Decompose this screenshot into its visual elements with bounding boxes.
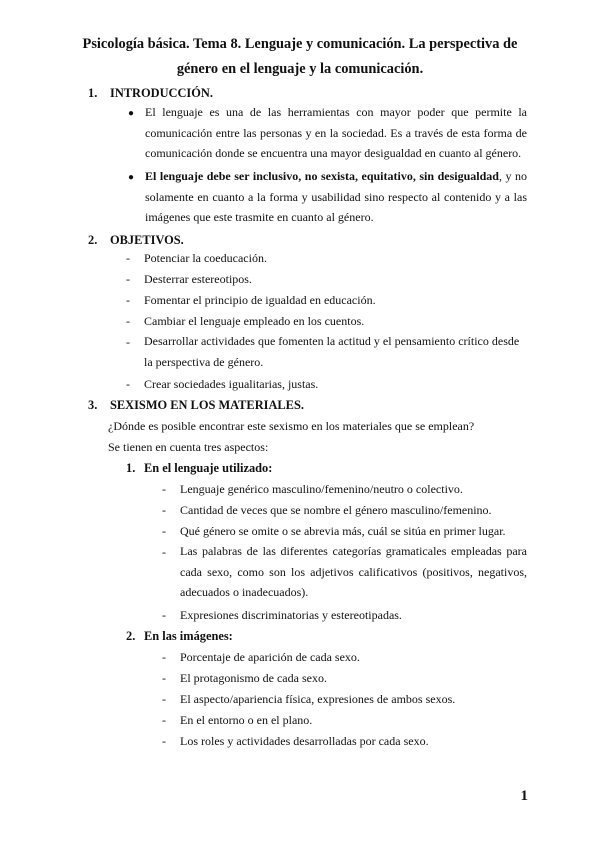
dash-icon: - [162, 545, 166, 559]
subsection-number: 1. [126, 461, 136, 475]
list-item: Desterrar estereotipos. [144, 272, 252, 286]
dash-icon: - [162, 608, 166, 622]
list-item: Porcentaje de aparición de cada sexo. [180, 650, 360, 664]
section-title: SEXISMO EN LOS MATERIALES. [110, 398, 304, 412]
list-item: El protagonismo de cada sexo. [180, 671, 327, 685]
subsection-number: 2. [126, 629, 136, 643]
dash-icon: - [126, 335, 130, 349]
list-item: El lenguaje debe ser inclusivo, no sexista, equitativo, sin desigualdad, y no solamente en cuanto a la forma y usabilidad sino respecto al contenido y a las imágenes que este trasmite en cuanto al género. [145, 169, 527, 225]
dash-icon: - [162, 650, 166, 664]
list-item: Desarrollar actividades que fomenten la actitud y el pensamiento crítico desde la perspectiva de género. [144, 334, 520, 369]
list-item: Cambiar el lenguaje empleado en los cuentos. [144, 314, 365, 328]
subsection-title: En el lenguaje utilizado: [144, 461, 273, 475]
dash-icon: - [126, 293, 130, 307]
list-item: Potenciar la coeducación. [144, 251, 267, 265]
dash-icon: - [162, 692, 166, 706]
section-number: 3. [88, 398, 98, 412]
bold-emphasis: El lenguaje debe ser inclusivo, no sexista, equitativo, sin desigualdad [145, 169, 499, 183]
dash-icon: - [162, 734, 166, 748]
list-item: Los roles y actividades desarrolladas por cada sexo. [180, 734, 429, 748]
bullet-icon: ● [128, 172, 135, 183]
list-item: Fomentar el principio de igualdad en educación. [144, 293, 376, 307]
subsection-title: En las imágenes: [144, 629, 233, 643]
list-item: El aspecto/apariencia física, expresiones de ambos sexos. [180, 692, 456, 706]
list-item: Crear sociedades igualitarias, justas. [144, 377, 319, 391]
dash-icon: - [126, 272, 130, 286]
page-number: 1 [520, 788, 528, 804]
section-title: OBJETIVOS. [110, 233, 184, 247]
dash-icon: - [162, 713, 166, 727]
dash-icon: - [162, 524, 166, 538]
bullet-icon: ● [128, 108, 135, 119]
list-item: En el entorno o en el plano. [180, 713, 313, 727]
dash-icon: - [126, 377, 130, 391]
list-item: Qué género se omite o se abrevia más, cuál se sitúa en primer lugar. [180, 524, 506, 538]
intro-question: ¿Dónde es posible encontrar este sexismo en los materiales que se emplean? [108, 419, 475, 433]
dash-icon: - [126, 251, 130, 265]
dash-icon: - [162, 482, 166, 496]
section-title: INTRODUCCIÓN. [110, 86, 213, 100]
document-title: Psicología básica. Tema 8. Lenguaje y comunicación. La perspectiva de género en el lenguaje y la comunicación. [82, 36, 518, 77]
list-item: Lenguaje genérico masculino/femenino/neutro o colectivo. [180, 482, 463, 496]
list-item: El lenguaje es una de las herramientas con mayor poder que permite la comunicación entre las personas y en la sociedad. Es a través de esta forma de comunicación donde se encuentra una mayor desigualdad en cuanto al género. [145, 105, 527, 161]
dash-icon: - [162, 503, 166, 517]
list-item: Expresiones discriminatorias y estereotipadas. [180, 608, 402, 622]
intro-text: Se tienen en cuenta tres aspectos: [108, 440, 269, 454]
list-item: Cantidad de veces que se nombre el género masculino/femenino. [180, 503, 492, 517]
list-item: Las palabras de las diferentes categorías gramaticales empleadas para cada sexo, como son los adjetivos calificativos (positivos, negativos, adecuados o inadecuados). [180, 544, 527, 600]
section-number: 1. [88, 86, 98, 100]
section-number: 2. [88, 233, 98, 247]
dash-icon: - [126, 314, 130, 328]
dash-icon: - [162, 671, 166, 685]
